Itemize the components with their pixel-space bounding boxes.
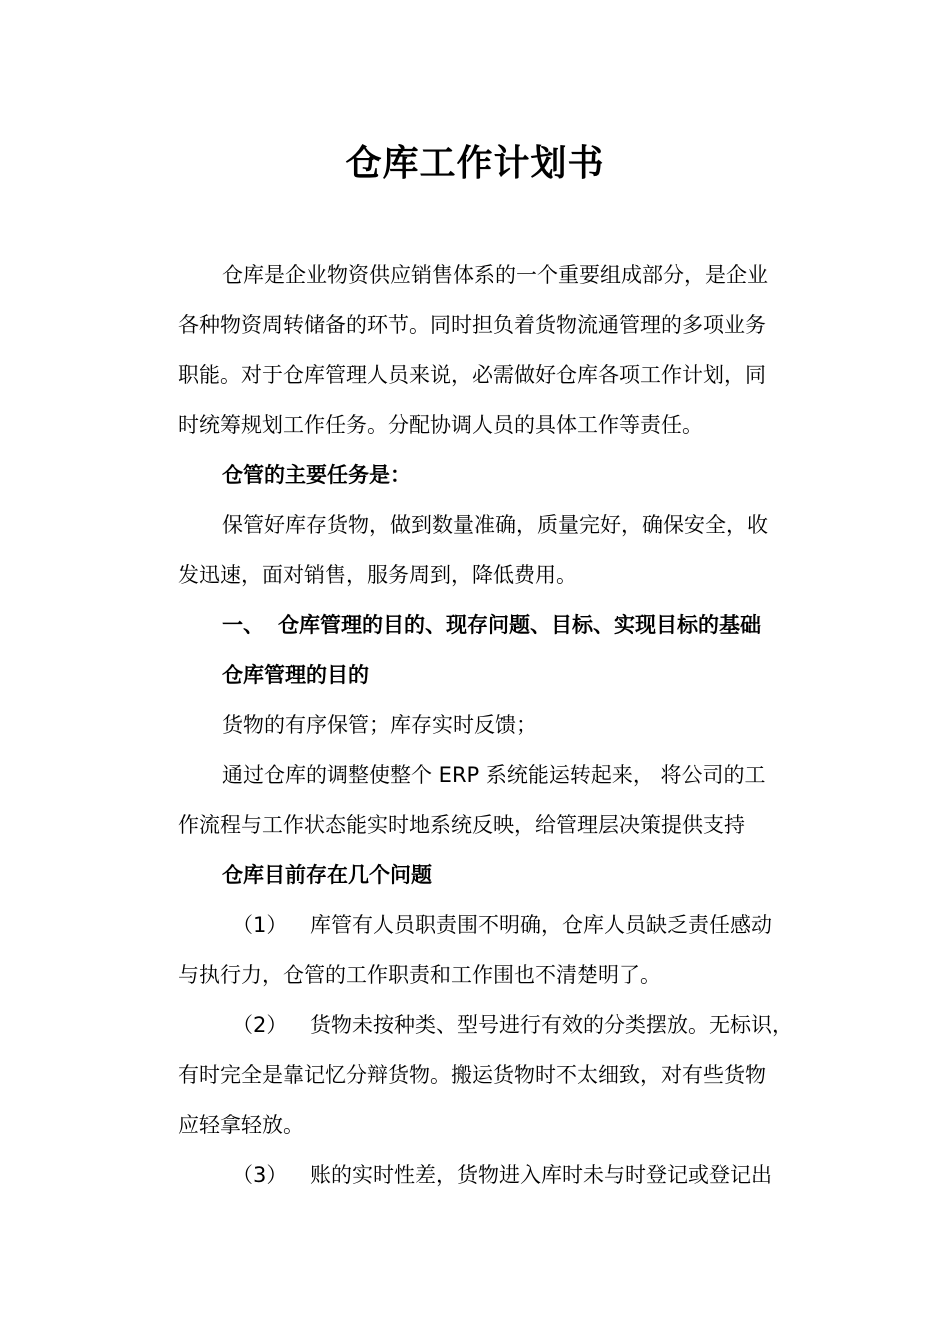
paragraph-line: 发迅速，面对销售，服务周到，降低费用。 (178, 563, 577, 587)
section-number: 一、 (222, 613, 264, 637)
section-heading (222, 600, 761, 650)
list-item-number: （3） (232, 1163, 288, 1187)
section-heading-text: 仓库管理的目的、现存问题、目标、实现目标的基础 (278, 613, 761, 637)
purpose-heading: 仓库管理的目的 (222, 663, 369, 687)
list-item-number: （1） (232, 913, 288, 937)
list-item-text: 货物未按种类、型号进行有效的分类摆放。无标识， (310, 1013, 793, 1037)
document-title: 仓库工作计划书 (345, 143, 605, 184)
list-item-text: 账的实时性差，货物进入库时未与时登记或登记出 (310, 1163, 772, 1187)
list-item (232, 900, 772, 950)
paragraph-line: 有时完全是靠记忆分辩货物。搬运货物时不太细致，对有些货物 (178, 1063, 766, 1087)
paragraph-line: 与执行力，仓管的工作职责和工作围也不清楚明了。 (178, 963, 661, 987)
paragraph-line: 时统筹规划工作任务。分配协调人员的具体工作等责任。 (178, 413, 703, 437)
main-task-heading: 仓管的主要任务是： (222, 463, 411, 487)
paragraph-line: 应轻拿轻放。 (178, 1113, 304, 1137)
paragraph-line: 仓库是企业物资供应销售体系的一个重要组成部分，是企业 (222, 263, 768, 287)
problems-heading: 仓库目前存在几个问题 (222, 863, 432, 887)
list-item-number: （2） (232, 1013, 288, 1037)
list-item (232, 1000, 793, 1050)
paragraph-line: 职能。对于仓库管理人员来说，必需做好仓库各项工作计划，同 (178, 363, 766, 387)
paragraph-line: 作流程与工作状态能实时地系统反映，给管理层决策提供支持 (178, 813, 745, 837)
paragraph-line: 货物的有序保管；库存实时反馈； (222, 713, 537, 737)
list-item (232, 1150, 772, 1200)
list-item-text: 库管有人员职责围不明确，仓库人员缺乏责任感动 (310, 913, 772, 937)
paragraph-line: 各种物资周转储备的环节。同时担负着货物流通管理的多项业务 (178, 313, 766, 337)
paragraph-line: 保管好库存货物，做到数量准确，质量完好，确保安全，收 (222, 513, 768, 537)
paragraph-line: 通过仓库的调整使整个 ERP 系统能运转起来， 将公司的工 (222, 763, 766, 787)
